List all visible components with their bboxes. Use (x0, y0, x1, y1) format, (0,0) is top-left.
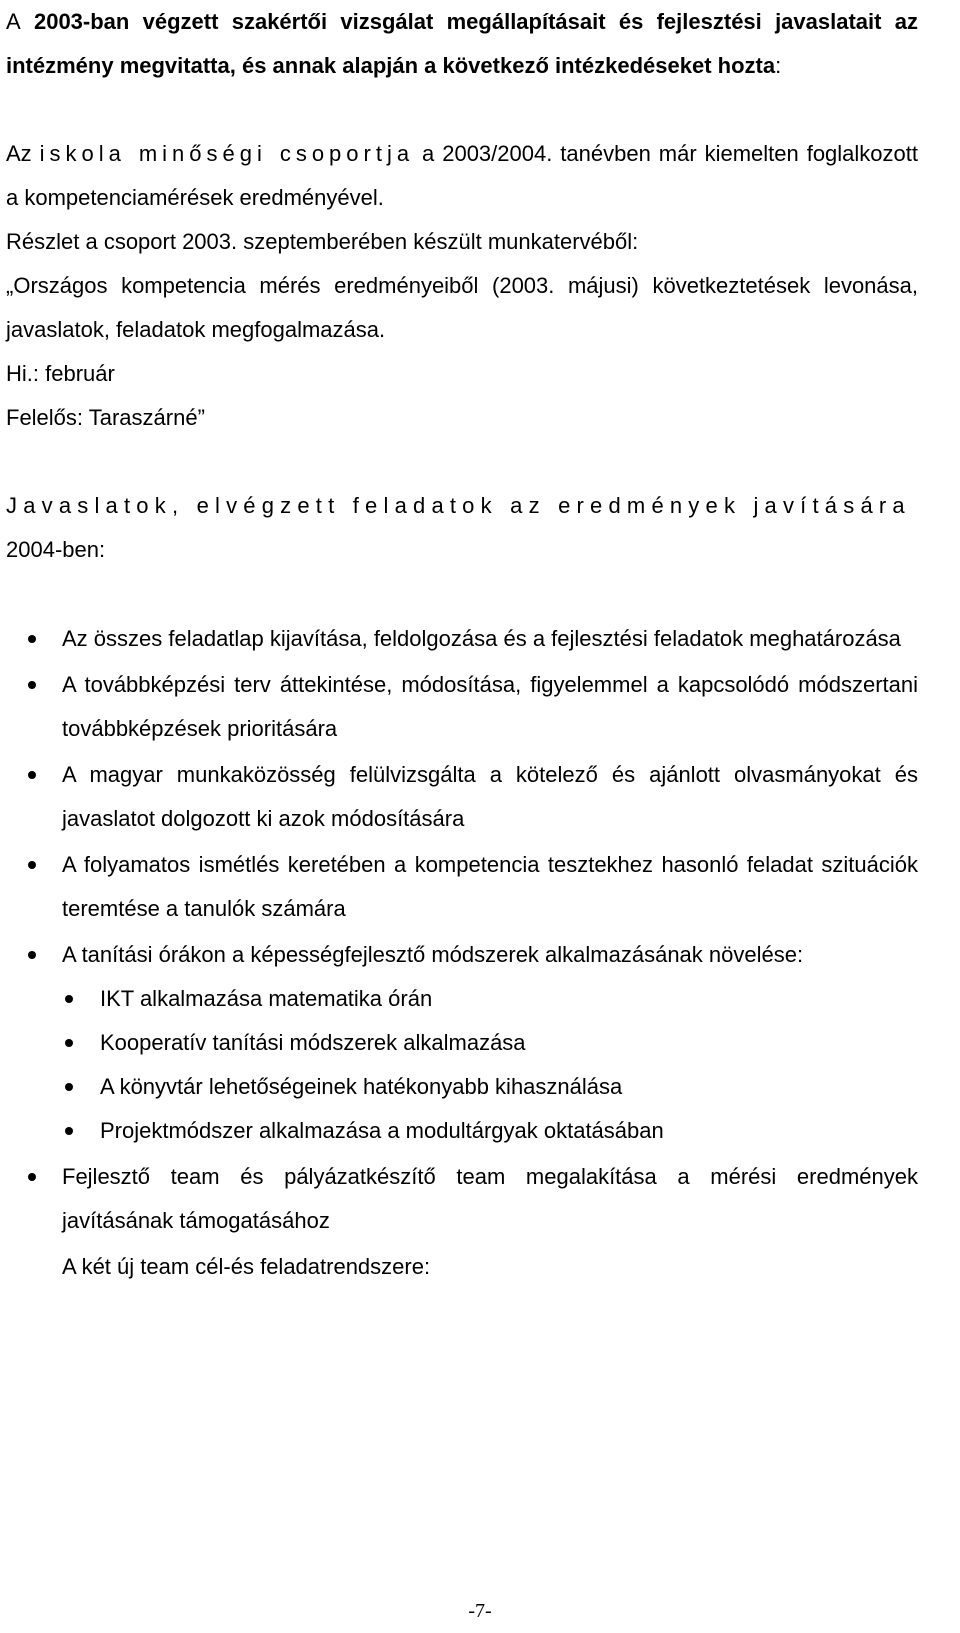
team-goals-line: A két új team cél-és feladatrendszere: (62, 1254, 431, 1279)
quality-group-name: iskola minőségi csoportja (39, 141, 415, 166)
deadline-line: Hi.: február (6, 361, 115, 386)
bullet-icon (28, 951, 36, 959)
workplan-quote: „Országos kompetencia mérés eredményeiből (2003. májusi) következtetések levonása, javaslatok, feladatok megfogalmazása. (6, 273, 918, 342)
intro-paragraph (6, 0, 918, 88)
list-item (6, 753, 918, 841)
page-number: -7- (468, 1600, 492, 1622)
intro-bold-text: 2003-ban végzett szakértői vizsgálat megállapításait és fejlesztési javaslatait az intézmény megvitatta, és annak alapján a következő intézkedéseket hozta (6, 9, 918, 78)
bullet-icon (65, 995, 73, 1003)
list-item-text: A folyamatos ismétlés keretében a kompetencia tesztekhez hasonló feladat szituációk teremtése a tanulók számára (62, 852, 918, 921)
sub-list-item-text: Projektmódszer alkalmazása a modultárgyak oktatásában (100, 1118, 664, 1143)
intro-tail: : (775, 53, 782, 78)
sub-list-item-text: IKT alkalmazása matematika órán (100, 986, 433, 1011)
sub-list-item-text: A könyvtár lehetőségeinek hatékonyabb kihasználása (100, 1074, 623, 1099)
bullet-icon (28, 635, 36, 643)
list-item (6, 663, 918, 751)
list-item-text: A tanítási órákon a képességfejlesztő módszerek alkalmazásának növelése: (62, 942, 804, 967)
bullet-icon (65, 1127, 73, 1135)
proposals-list (6, 617, 918, 1243)
bullet-icon (65, 1039, 73, 1047)
sub-list-item (6, 977, 918, 1021)
proposals-heading: Javaslatok, elvégzett feladatok az eredmények javítására (6, 493, 911, 518)
bullet-icon (28, 771, 36, 779)
bullet-icon (28, 861, 36, 869)
bullet-icon (28, 681, 36, 689)
quality-group-paragraph (6, 132, 918, 220)
list-item-text: Fejlesztő team és pályázatkészítő team megalakítása a mérési eredmények javításának támogatásához (62, 1164, 918, 1233)
list-item (6, 843, 918, 931)
sub-list-item (6, 1109, 918, 1153)
list-item-text: A magyar munkaközösség felülvizsgálta a kötelező és ajánlott olvasmányokat és javaslatot dolgozott ki azok módosítására (62, 762, 918, 831)
list-item (6, 933, 918, 1153)
proposals-year: 2004-ben: (6, 537, 106, 562)
workplan-detail: Részlet a csoport 2003. szeptemberében készült munkatervéből: (6, 229, 639, 254)
list-item (6, 1155, 918, 1243)
quality-group-prefix: Az (6, 141, 40, 166)
sub-list (62, 977, 918, 1153)
list-item (6, 617, 918, 661)
bullet-icon (65, 1083, 73, 1091)
sub-list-item (6, 1021, 918, 1065)
bullet-icon (28, 1173, 36, 1181)
responsible-line: Felelős: Taraszárné” (6, 405, 205, 430)
sub-list-item-text: Kooperatív tanítási módszerek alkalmazása (100, 1030, 526, 1055)
list-item-text: A továbbképzési terv áttekintése, módosítása, figyelemmel a kapcsolódó módszertani továbbképzések prioritására (62, 672, 918, 741)
intro-lead: A (6, 9, 21, 34)
quality-group-rest: a 2003/2004. tanévben már kiemelten foglalkozott a kompetenciamérések eredményével. (6, 141, 918, 210)
sub-list-item (6, 1065, 918, 1109)
document-page (6, 0, 918, 1289)
list-item-text: Az összes feladatlap kijavítása, feldolgozása és a fejlesztési feladatok meghatározása (62, 626, 901, 651)
